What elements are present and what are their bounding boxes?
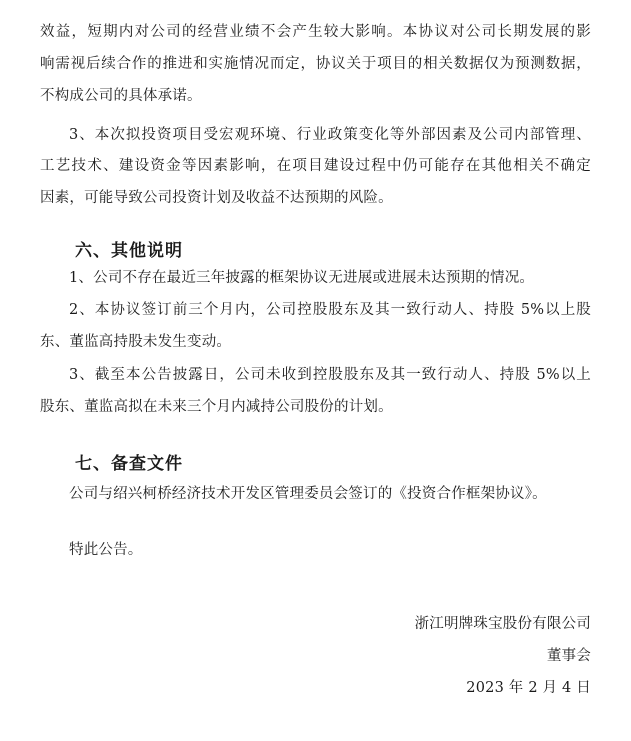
section-6-item-3-line-2: 股东、董监高拟在未来三个月内减持公司股份的计划。 [40, 399, 393, 415]
section-6-item-2-line-2: 东、董监高持股未发生变动。 [40, 334, 232, 350]
paragraph-2-line-2: 工艺技术、建设资金等因素影响，在项目建设过程中仍可能存在其他相关不确定 [40, 158, 591, 174]
section-7-heading: 七、备查文件 [75, 454, 183, 474]
section-6-item-2-line-1: 2、本协议签订前三个月内，公司控股股东及其一致行动人、持股 5%以上股 [69, 302, 591, 318]
section-7-document: 公司与绍兴柯桥经济技术开发区管理委员会签订的《投资合作框架协议》。 [69, 486, 547, 502]
signature-date: 2023 年 2 月 4 日 [466, 680, 591, 696]
paragraph-1-line-2: 响需视后续合作的推进和实施情况而定，协议关于项目的相关数据仅为预测数据， [40, 56, 591, 72]
signature-company: 浙江明牌珠宝股份有限公司 [414, 616, 591, 632]
paragraph-2-line-3: 因素，可能导致公司投资计划及收益不达预期的风险。 [40, 190, 393, 206]
section-6-heading: 六、其他说明 [75, 241, 183, 261]
paragraph-2-line-1: 3、本次拟投资项目受宏观环境、行业政策变化等外部因素及公司内部管理、 [69, 127, 591, 143]
section-6-item-1: 1、公司不存在最近三年披露的框架协议无进展或进展未达预期的情况。 [69, 270, 535, 286]
paragraph-1-line-1: 效益，短期内对公司的经营业绩不会产生较大影响。本协议对公司长期发展的影 [40, 24, 591, 40]
section-6-item-3-line-1: 3、截至本公告披露日，公司未收到控股股东及其一致行动人、持股 5%以上 [69, 367, 591, 383]
paragraph-1-line-3: 不构成公司的具体承诺。 [40, 88, 202, 104]
signature-board: 董事会 [546, 648, 591, 664]
closing-text: 特此公告。 [69, 542, 143, 558]
